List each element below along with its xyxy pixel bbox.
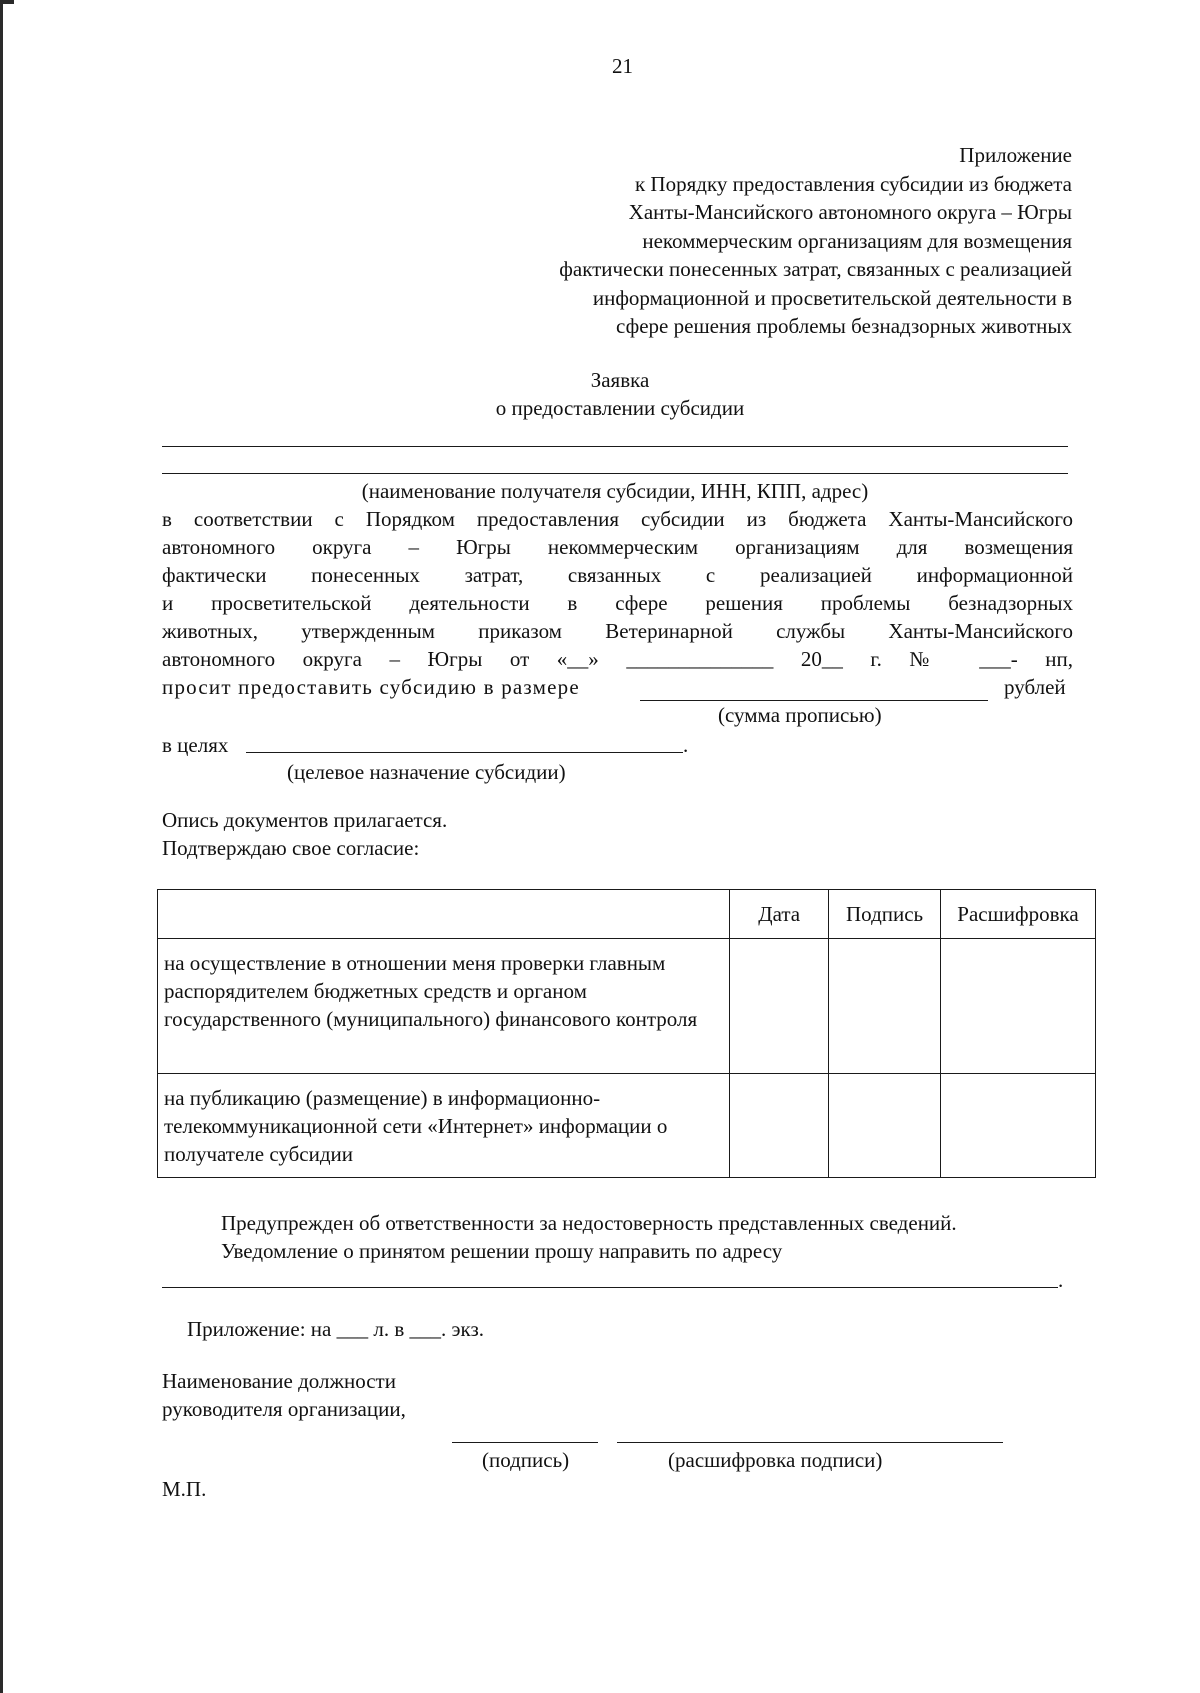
annex-line: фактически понесенных затрат, связанных с реализацией bbox=[559, 257, 1072, 281]
position-title-line2: руководителя организации, bbox=[162, 1397, 406, 1421]
body-line: автономного округа – Югры от «__» ______________ 20__ г. № ___- нп, bbox=[162, 647, 1073, 671]
annex-line: Приложение bbox=[959, 143, 1072, 167]
document-title: Заявка bbox=[590, 368, 650, 392]
amount-caption: (сумма прописью) bbox=[718, 703, 882, 727]
warning-text: Предупрежден об ответственности за недостоверность представленных сведений. bbox=[221, 1211, 957, 1235]
annex-line: Ханты-Мансийского автономного округа – Югры bbox=[628, 200, 1072, 224]
annex-header bbox=[372, 141, 1072, 341]
notice-text: Уведомление о принятом решении прошу направить по адресу bbox=[221, 1239, 783, 1263]
amount-label: просит предоставить субсидию в размере bbox=[162, 675, 580, 699]
body-line: фактически понесенных затрат, связанных с реализацией информационной bbox=[162, 563, 1073, 587]
address-period: . bbox=[1058, 1268, 1064, 1292]
consent-table bbox=[157, 889, 1096, 1178]
address-blank-line bbox=[162, 1287, 1058, 1288]
amount-currency: рублей bbox=[1004, 675, 1066, 699]
recipient-caption: (наименование получателя субсидии, ИНН, КПП, адрес) bbox=[361, 479, 869, 503]
document-subtitle: о предоставлении субсидии bbox=[495, 396, 745, 420]
annex-line: некоммерческим организациям для возмещения bbox=[642, 228, 1072, 253]
decoding-cell[interactable] bbox=[941, 939, 1096, 1074]
purpose-label: в целях bbox=[162, 733, 229, 757]
date-cell[interactable] bbox=[730, 1074, 829, 1178]
table-row bbox=[158, 1074, 1096, 1178]
date-cell[interactable] bbox=[730, 939, 829, 1074]
signature-cell[interactable] bbox=[829, 939, 941, 1074]
consent-text: Подтверждаю свое согласие: bbox=[162, 836, 420, 860]
decoding-cell[interactable] bbox=[941, 1074, 1096, 1178]
table-header-signature: Подпись bbox=[829, 890, 941, 939]
position-title-line1: Наименование должности bbox=[162, 1369, 396, 1393]
attachment-text: Приложение: на ___ л. в ___. экз. bbox=[187, 1317, 484, 1341]
table-header-empty bbox=[158, 890, 730, 939]
consent-row-text: на публикацию (размещение) в информационно-телекоммуникационной сети «Интернет» информации о получателе субсидии bbox=[158, 1074, 730, 1178]
body-line: животных, утвержденным приказом Ветеринарной службы Ханты-Мансийского bbox=[162, 619, 1073, 643]
signature-decode-blank-line bbox=[617, 1442, 1003, 1443]
stamp-label: М.П. bbox=[162, 1477, 207, 1501]
recipient-blank-line-2 bbox=[162, 473, 1068, 474]
consent-row-text: на осуществление в отношении меня проверки главным распорядителем бюджетных средств и органом государственного (муниципального) финансового контроля bbox=[158, 939, 730, 1074]
consent-table-header-row bbox=[158, 890, 1096, 939]
annex-line: к Порядку предоставления субсидии из бюджета bbox=[634, 171, 1072, 196]
annex-line: сфере решения проблемы безнадзорных животных bbox=[616, 314, 1072, 338]
signature-decode-caption: (расшифровка подписи) bbox=[668, 1448, 883, 1472]
page-number: 21 bbox=[612, 54, 633, 78]
signature-cell[interactable] bbox=[829, 1074, 941, 1178]
table-header-date: Дата bbox=[730, 890, 829, 939]
recipient-blank-line-1 bbox=[162, 446, 1068, 447]
purpose-period: . bbox=[683, 733, 689, 757]
body-line: и просветительской деятельности в сфере решения проблемы безнадзорных bbox=[162, 591, 1073, 615]
annex-line: информационной и просветительской деятельности в bbox=[592, 285, 1072, 310]
body-line: в соответствии с Порядком предоставления субсидии из бюджета Ханты-Мансийского bbox=[162, 507, 1073, 531]
body-line: автономного округа – Югры некоммерческим организациям для возмещения bbox=[162, 535, 1073, 559]
inventory-text: Опись документов прилагается. bbox=[162, 808, 448, 832]
purpose-caption: (целевое назначение субсидии) bbox=[287, 760, 566, 784]
table-header-decoding: Расшифровка bbox=[941, 890, 1096, 939]
table-row bbox=[158, 939, 1096, 1074]
scan-corner-mark bbox=[0, 0, 14, 4]
purpose-blank-line bbox=[246, 752, 683, 753]
scan-edge bbox=[0, 0, 3, 1693]
signature-caption: (подпись) bbox=[482, 1448, 570, 1472]
signature-blank-line bbox=[452, 1442, 598, 1443]
